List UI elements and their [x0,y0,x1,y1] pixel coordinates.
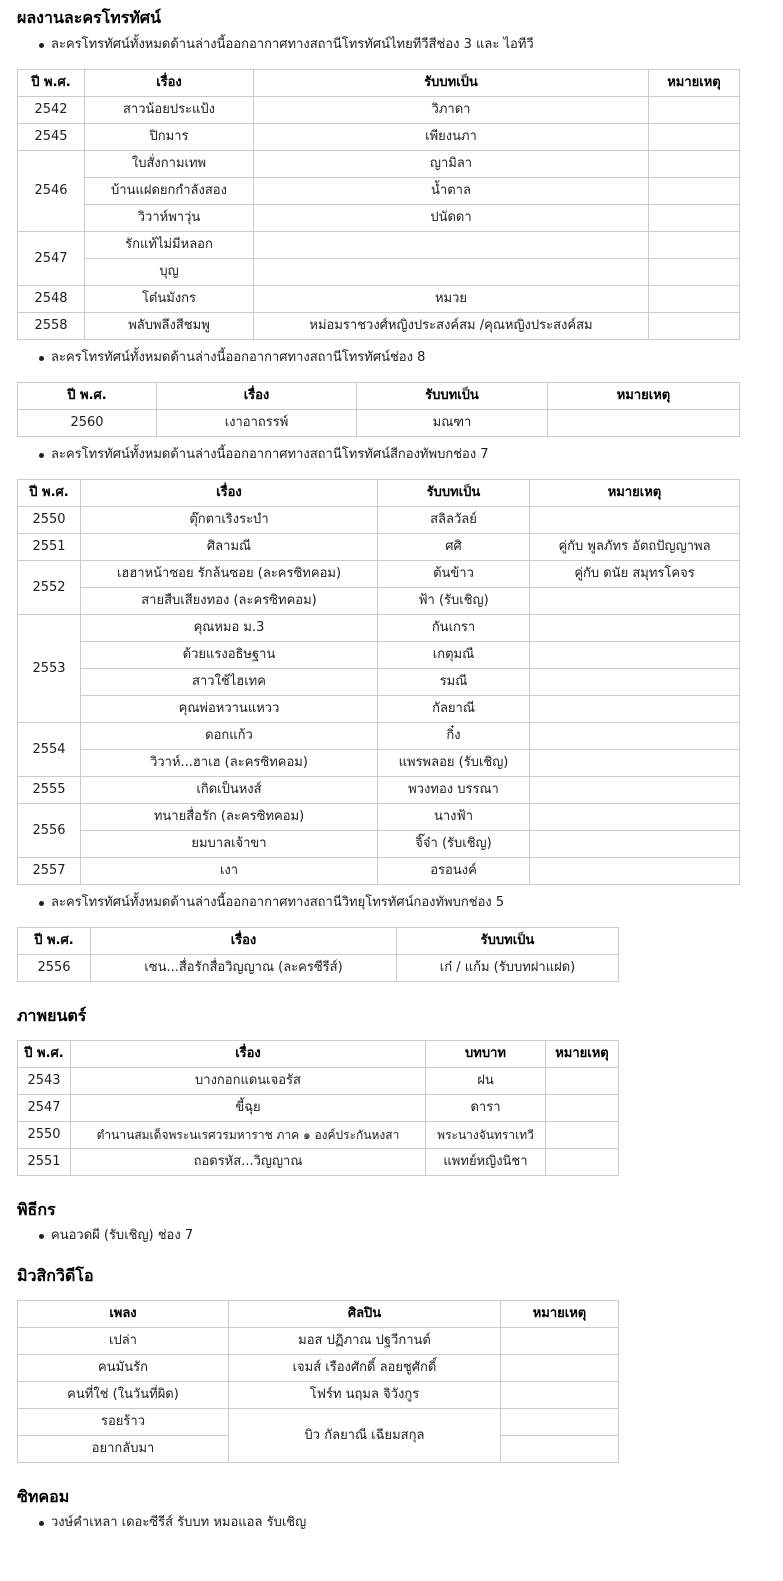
col-role: รับบทเป็น [254,70,649,97]
table-row [18,286,740,313]
table-ch8 [17,382,740,437]
cell-note [501,1436,619,1463]
heading-sitcom: ซิทคอม [17,1487,70,1506]
cell-note [530,831,740,858]
cell-year: 2557 [18,858,81,885]
cell-note: คู่กับ พูลภัทร อัตถปัญญาพล [530,534,740,561]
cell-title: บุญ [85,259,254,286]
table-row [18,723,740,750]
cell-year: 2551 [18,534,81,561]
cell-note [530,507,740,534]
cell-artist: มอส ปฏิภาณ ปฐวีกานต์ [229,1328,501,1355]
table-row [18,97,740,124]
cell-title: พลับพลึงสีชมพู [85,313,254,340]
cell-role: แพทย์หญิงนิชา [426,1149,546,1176]
cell-role [254,259,649,286]
cell-title: ดอกแก้ว [81,723,378,750]
col-title: เรื่อง [91,928,397,955]
cell-song: รอยร้าว [18,1409,229,1436]
cell-note [530,723,740,750]
cell-role: นางฟ้า [378,804,530,831]
col-year: ปี พ.ศ. [18,480,81,507]
cell-title: รักแท้ไม่มีหลอก [85,232,254,259]
cell-note [530,642,740,669]
cell-title: โต๋นมังกร [85,286,254,313]
list-ch3-note [17,35,760,55]
table-row [18,750,740,777]
table-row [18,777,740,804]
cell-title: ตุ๊กตาเริงระบำ [81,507,378,534]
cell-year: 2556 [18,955,91,982]
cell-year: 2556 [18,804,81,858]
cell-role: ญามิลา [254,151,649,178]
cell-note [530,588,740,615]
cell-title: คุณหมอ ม.3 [81,615,378,642]
cell-role: น้ำตาล [254,178,649,205]
cell-role: ฝน [426,1068,546,1095]
cell-role: รมณี [378,669,530,696]
col-year: ปี พ.ศ. [18,383,157,410]
table-row [18,410,740,437]
cell-note [530,615,740,642]
cell-year: 2555 [18,777,81,804]
cell-note [546,1122,619,1149]
cell-role: พวงทอง บรรณา [378,777,530,804]
cell-role: ฟ้า (รับเชิญ) [378,588,530,615]
cell-role: กันเกรา [378,615,530,642]
cell-year: 2548 [18,286,85,313]
cell-note [501,1409,619,1436]
table-row [18,804,740,831]
cell-title: เงา [81,858,378,885]
heading-tv-dramas: ผลงานละครโทรทัศน์ [17,8,161,27]
cell-year: 2542 [18,97,85,124]
col-song: เพลง [18,1301,229,1328]
cell-note [649,97,740,124]
cell-song: คนมันรัก [18,1355,229,1382]
table-row [18,232,740,259]
cell-artist: เจมส์ เรืองศักดิ์ ลอยชูศักดิ์ [229,1355,501,1382]
list-host [17,1226,760,1246]
heading-music-videos: มิวสิกวิดีโอ [17,1266,94,1285]
cell-title: เฮฮาหน้าซอย รักล้นซอย (ละครซิทคอม) [81,561,378,588]
cell-year: 2551 [18,1149,71,1176]
table-row [18,1122,619,1149]
table-row [18,1068,619,1095]
list-item: คนอวดผี (รับเชิญ) ช่อง 7 [39,1226,760,1246]
col-title: เรื่อง [81,480,378,507]
cell-note [501,1382,619,1409]
cell-note [546,1149,619,1176]
cell-role: แพรพลอย (รับเชิญ) [378,750,530,777]
cell-year: 2560 [18,410,157,437]
table-row [18,205,740,232]
cell-title: บ้านแฝดยกกำลังสอง [85,178,254,205]
cell-year: 2554 [18,723,81,777]
cell-role: กัลยาณี [378,696,530,723]
cell-title: ด้วยแรงอธิษฐาน [81,642,378,669]
table-ch3 [17,69,740,340]
cell-title: ถอดรหัส...วิญญาณ [71,1149,426,1176]
heading-host: พิธีกร [17,1200,56,1219]
cell-role: ดารา [426,1095,546,1122]
cell-title: เกิดเป็นหงส์ [81,777,378,804]
cell-year: 2553 [18,615,81,723]
table-row [18,178,740,205]
cell-role: เกตุมณี [378,642,530,669]
cell-role: เก๋ / แก้ม (รับบทฝาแฝด) [397,955,619,982]
table-row [18,1409,619,1436]
cell-year: 2550 [18,1122,71,1149]
cell-role: วิภาดา [254,97,649,124]
table-row [18,259,740,286]
bullet-ch3: ละครโทรทัศน์ทั้งหมดด้านล่างนี้ออกอากาศทางสถานีโทรทัศน์ไทยทีวีสีช่อง 3 และ ไอทีวี [39,35,760,55]
cell-note [530,858,740,885]
table-row [18,588,740,615]
cell-title: วิวาห์...ฮาเฮ (ละครซิทคอม) [81,750,378,777]
table-header-row [18,1301,619,1328]
table-header-row [18,480,740,507]
cell-title: คุณพ่อหวานแหวว [81,696,378,723]
cell-title: เงาอาถรรพ์ [157,410,357,437]
col-artist: ศิลปิน [229,1301,501,1328]
col-note: หมายเหตุ [548,383,740,410]
col-year: ปี พ.ศ. [18,928,91,955]
cell-artist: โฟร์ท นฤมล จิวังกูร [229,1382,501,1409]
bullet-ch7: ละครโทรทัศน์ทั้งหมดด้านล่างนี้ออกอากาศทางสถานีโทรทัศน์สีกองทัพบกช่อง 7 [39,445,760,465]
cell-note [649,124,740,151]
cell-title: ใบสั่งกามเทพ [85,151,254,178]
cell-note [649,313,740,340]
cell-song: เปล่า [18,1328,229,1355]
table-row [18,151,740,178]
table-row [18,831,740,858]
table-ch5 [17,927,619,982]
table-row [18,313,740,340]
table-row [18,1328,619,1355]
bullet-ch8: ละครโทรทัศน์ทั้งหมดด้านล่างนี้ออกอากาศทางสถานีโทรทัศน์ช่อง 8 [39,348,760,368]
list-sitcom [17,1513,760,1533]
cell-year: 2552 [18,561,81,615]
col-role: บทบาท [426,1041,546,1068]
cell-note [501,1328,619,1355]
list-item: วงษ์คำเหลา เดอะซีรีส์ รับบท หมอแอล รับเชิญ [39,1513,760,1533]
heading-films: ภาพยนตร์ [17,1006,87,1025]
col-year: ปี พ.ศ. [18,70,85,97]
cell-note [649,232,740,259]
cell-title: เซน...สื่อรักสื่อวิญญาณ (ละครซีรีส์) [91,955,397,982]
list-ch5-note [17,893,760,913]
table-header-row [18,1041,619,1068]
cell-song: คนที่ใช่ (ในวันที่ผิด) [18,1382,229,1409]
table-row [18,858,740,885]
bullet-ch5: ละครโทรทัศน์ทั้งหมดด้านล่างนี้ออกอากาศทางสถานีวิทยุโทรทัศน์กองทัพบกช่อง 5 [39,893,760,913]
cell-note [649,178,740,205]
cell-role: หมวย [254,286,649,313]
cell-role: จิ๊จ๋า (รับเชิญ) [378,831,530,858]
cell-role: สลิลวัลย์ [378,507,530,534]
list-ch8-note [17,348,760,368]
cell-title: วิวาห์พาวุ่น [85,205,254,232]
col-role: รับบทเป็น [397,928,619,955]
cell-role: ต้นข้าว [378,561,530,588]
table-row [18,534,740,561]
cell-title: สาวน้อยประแป้ง [85,97,254,124]
table-row [18,561,740,588]
cell-note [546,1068,619,1095]
cell-title: ยมบาลเจ้าขา [81,831,378,858]
col-note: หมายเหตุ [649,70,740,97]
col-title: เรื่อง [71,1041,426,1068]
table-row [18,955,619,982]
cell-year: 2558 [18,313,85,340]
table-row [18,1095,619,1122]
cell-role: อรอนงค์ [378,858,530,885]
cell-note [530,804,740,831]
col-note: หมายเหตุ [546,1041,619,1068]
cell-role [254,232,649,259]
table-row [18,615,740,642]
cell-year: 2545 [18,124,85,151]
cell-note [501,1355,619,1382]
table-row [18,124,740,151]
cell-note [548,410,740,437]
cell-role: พระนางจันทราเทวี [426,1122,546,1149]
cell-title: ศิลามณี [81,534,378,561]
table-row [18,1355,619,1382]
table-music-videos [17,1300,619,1463]
col-note: หมายเหตุ [501,1301,619,1328]
table-ch7 [17,479,740,885]
cell-title: ตำนานสมเด็จพระนเรศวรมหาราช ภาค ๑ องค์ประกันหงสา [71,1122,426,1149]
cell-year: 2550 [18,507,81,534]
cell-role: ปนัดดา [254,205,649,232]
table-row [18,1149,619,1176]
cell-title: ปิกมาร [85,124,254,151]
col-role: รับบทเป็น [357,383,548,410]
cell-artist: บิว กัลยาณี เฉียมสกุล [229,1409,501,1463]
cell-note [649,205,740,232]
table-header-row [18,928,619,955]
cell-role: กิ๋ง [378,723,530,750]
cell-role: เพียงนภา [254,124,649,151]
col-note: หมายเหตุ [530,480,740,507]
cell-note [530,750,740,777]
cell-note [649,286,740,313]
col-year: ปี พ.ศ. [18,1041,71,1068]
cell-title: บางกอกแดนเจอรัส [71,1068,426,1095]
cell-year: 2543 [18,1068,71,1095]
table-header-row [18,70,740,97]
cell-role: หม่อมราชวงศ์หญิงประสงค์สม /คุณหญิงประสงค์สม [254,313,649,340]
cell-role: ศศิ [378,534,530,561]
col-title: เรื่อง [157,383,357,410]
cell-note: คู่กับ ดนัย สมุทรโคจร [530,561,740,588]
cell-title: ขี้ฉุย [71,1095,426,1122]
table-row [18,669,740,696]
cell-note [530,696,740,723]
cell-title: สายสืบเสียงทอง (ละครซิทคอม) [81,588,378,615]
table-row [18,1382,619,1409]
table-row [18,507,740,534]
cell-year: 2547 [18,1095,71,1122]
cell-note [530,669,740,696]
col-role: รับบทเป็น [378,480,530,507]
cell-note [649,151,740,178]
cell-note [546,1095,619,1122]
table-row [18,642,740,669]
table-row [18,696,740,723]
col-title: เรื่อง [85,70,254,97]
table-films [17,1040,619,1176]
cell-title: สาวใช้ไฮเทค [81,669,378,696]
cell-year: 2546 [18,151,85,232]
table-header-row [18,383,740,410]
list-ch7-note [17,445,760,465]
cell-year: 2547 [18,232,85,286]
cell-note [530,777,740,804]
cell-song: อยากลับมา [18,1436,229,1463]
cell-title: ทนายสื่อรัก (ละครซิทคอม) [81,804,378,831]
cell-role: มณฑา [357,410,548,437]
cell-note [649,259,740,286]
